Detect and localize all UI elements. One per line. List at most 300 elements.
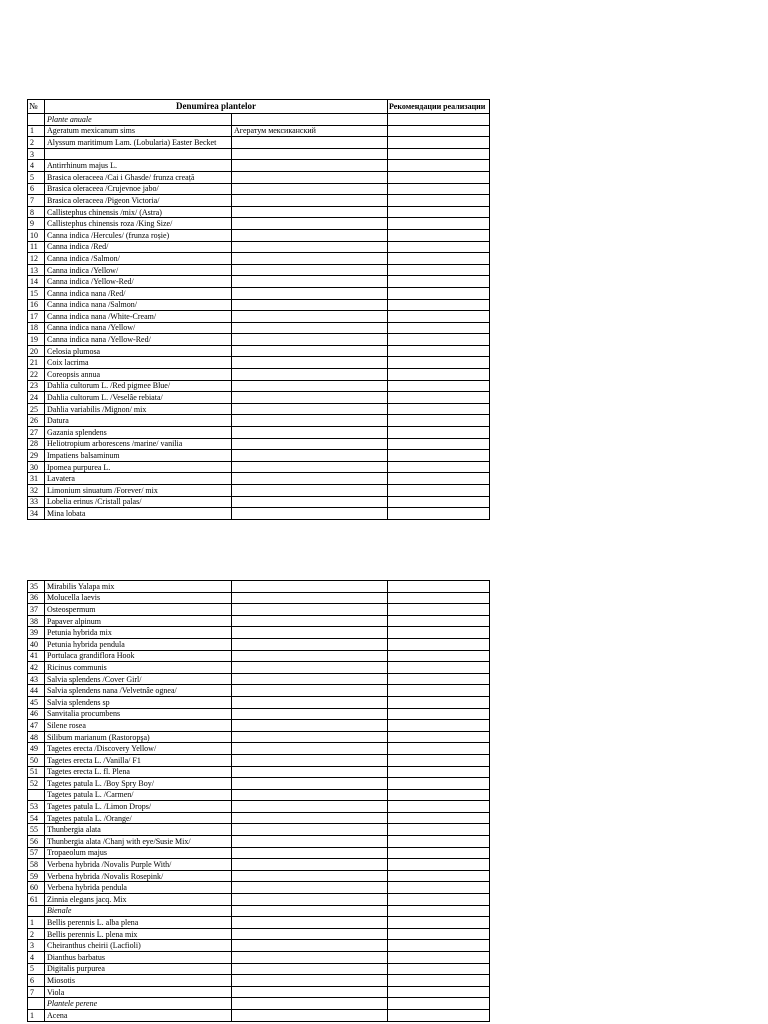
row-number: 20 bbox=[28, 345, 45, 357]
table-row bbox=[28, 183, 490, 195]
table-row bbox=[28, 415, 490, 427]
recommendation-cell bbox=[388, 392, 490, 404]
row-number: 37 bbox=[28, 604, 45, 616]
table-row bbox=[28, 403, 490, 415]
row-number: 19 bbox=[28, 334, 45, 346]
table-row bbox=[28, 592, 490, 604]
plant-name-ru bbox=[232, 847, 388, 859]
plant-name: Miosotis bbox=[45, 975, 232, 987]
table-row bbox=[28, 708, 490, 720]
table-row bbox=[28, 604, 490, 616]
plant-name-ru bbox=[232, 766, 388, 778]
plant-name: Verbena hybrida /Novalis Purple With/ bbox=[45, 859, 232, 871]
row-number: 48 bbox=[28, 731, 45, 743]
row-number: 27 bbox=[28, 427, 45, 439]
plant-name: Limonium sinuatum /Forever/ mix bbox=[45, 485, 232, 497]
row-number: 50 bbox=[28, 754, 45, 766]
recommendation-cell bbox=[388, 859, 490, 871]
plant-name: Petunia hybrida pendula bbox=[45, 638, 232, 650]
plant-name-ru bbox=[232, 894, 388, 906]
plant-name: Sanvitalia procumbens bbox=[45, 708, 232, 720]
table-row bbox=[28, 264, 490, 276]
plant-name-ru bbox=[232, 287, 388, 299]
plant-name-ru bbox=[232, 1009, 388, 1021]
recommendation-cell bbox=[388, 473, 490, 485]
plant-name: Mirabilis Yalapa mix bbox=[45, 581, 232, 593]
row-number: 41 bbox=[28, 650, 45, 662]
plant-name-ru bbox=[232, 450, 388, 462]
recommendation-cell bbox=[388, 334, 490, 346]
table-body bbox=[28, 114, 490, 520]
section-number-cell bbox=[28, 998, 45, 1010]
table-row bbox=[28, 940, 490, 952]
table-row bbox=[28, 473, 490, 485]
plant-name: Tropaeolum majus bbox=[45, 847, 232, 859]
recommendation-cell bbox=[388, 592, 490, 604]
empty-cell bbox=[388, 114, 490, 126]
row-number: 6 bbox=[28, 975, 45, 987]
recommendation-cell bbox=[388, 870, 490, 882]
plant-name: Salvia splendens nana /Velvetnâe ognea/ bbox=[45, 685, 232, 697]
row-number: 26 bbox=[28, 415, 45, 427]
table-row bbox=[28, 963, 490, 975]
section-number-cell bbox=[28, 905, 45, 917]
plant-name-ru bbox=[232, 789, 388, 801]
plant-name-ru bbox=[232, 218, 388, 230]
plant-name-ru bbox=[232, 754, 388, 766]
header-recommendation: Рекомендации реализации bbox=[388, 100, 490, 114]
plant-name bbox=[45, 148, 232, 160]
recommendation-cell bbox=[388, 183, 490, 195]
table-row bbox=[28, 137, 490, 149]
table-row bbox=[28, 778, 490, 790]
row-number: 38 bbox=[28, 615, 45, 627]
plants-table-page-top bbox=[27, 99, 490, 520]
table-row bbox=[28, 450, 490, 462]
plant-name-ru bbox=[232, 778, 388, 790]
recommendation-cell bbox=[388, 241, 490, 253]
row-number: 60 bbox=[28, 882, 45, 894]
recommendation-cell bbox=[388, 137, 490, 149]
table-row bbox=[28, 392, 490, 404]
recommendation-cell bbox=[388, 380, 490, 392]
plant-name: Tagetes erecta /Discovery Yellow/ bbox=[45, 743, 232, 755]
table-row bbox=[28, 496, 490, 508]
row-number: 10 bbox=[28, 229, 45, 241]
table-row bbox=[28, 731, 490, 743]
plant-name: Thunbergia alata bbox=[45, 824, 232, 836]
plant-name: Canna indica nana /Yellow/ bbox=[45, 322, 232, 334]
row-number: 16 bbox=[28, 299, 45, 311]
recommendation-cell bbox=[388, 160, 490, 172]
table-row bbox=[28, 299, 490, 311]
plant-name: Viola bbox=[45, 986, 232, 998]
recommendation-cell bbox=[388, 496, 490, 508]
table-row bbox=[28, 836, 490, 848]
recommendation-cell bbox=[388, 345, 490, 357]
recommendation-cell bbox=[388, 218, 490, 230]
recommendation-cell bbox=[388, 720, 490, 732]
plant-name: Ricinus communis bbox=[45, 662, 232, 674]
plant-name: Callistephus chinensis /mix/ (Astra) bbox=[45, 206, 232, 218]
row-number: 13 bbox=[28, 264, 45, 276]
recommendation-cell bbox=[388, 836, 490, 848]
row-number: 24 bbox=[28, 392, 45, 404]
recommendation-cell bbox=[388, 627, 490, 639]
plant-name-ru bbox=[232, 708, 388, 720]
recommendation-cell bbox=[388, 928, 490, 940]
row-number: 53 bbox=[28, 801, 45, 813]
plant-name-ru bbox=[232, 264, 388, 276]
row-number: 6 bbox=[28, 183, 45, 195]
plant-name-ru bbox=[232, 662, 388, 674]
table-body bbox=[28, 581, 490, 1022]
row-number: 22 bbox=[28, 369, 45, 381]
recommendation-cell bbox=[388, 778, 490, 790]
row-number: 57 bbox=[28, 847, 45, 859]
row-number: 25 bbox=[28, 403, 45, 415]
recommendation-cell bbox=[388, 917, 490, 929]
recommendation-cell bbox=[388, 673, 490, 685]
plant-name: Tagetes erecta L. fl. Plena bbox=[45, 766, 232, 778]
row-number: 30 bbox=[28, 461, 45, 473]
table-row bbox=[28, 195, 490, 207]
plant-name-ru bbox=[232, 369, 388, 381]
plant-name-ru bbox=[232, 171, 388, 183]
recommendation-cell bbox=[388, 638, 490, 650]
recommendation-cell bbox=[388, 508, 490, 520]
plant-name-ru bbox=[232, 403, 388, 415]
plant-name-ru bbox=[232, 195, 388, 207]
recommendation-cell bbox=[388, 986, 490, 998]
recommendation-cell bbox=[388, 229, 490, 241]
recommendation-cell bbox=[388, 615, 490, 627]
recommendation-cell bbox=[388, 650, 490, 662]
recommendation-cell bbox=[388, 1009, 490, 1021]
row-number: 5 bbox=[28, 963, 45, 975]
plant-name: Thunbergia alata /Chanj with eye/Susie Mix/ bbox=[45, 836, 232, 848]
table-row bbox=[28, 882, 490, 894]
plant-name: Cheiranthus cheirii (Lacfioli) bbox=[45, 940, 232, 952]
row-number: 45 bbox=[28, 696, 45, 708]
recommendation-cell bbox=[388, 311, 490, 323]
plant-name-ru bbox=[232, 685, 388, 697]
plant-name: Salvia splendens sp bbox=[45, 696, 232, 708]
plant-name: Dianthus barbatus bbox=[45, 952, 232, 964]
plant-name-ru bbox=[232, 940, 388, 952]
row-number: 34 bbox=[28, 508, 45, 520]
plant-name: Callistephus chinensis roza /King Size/ bbox=[45, 218, 232, 230]
recommendation-cell bbox=[388, 287, 490, 299]
recommendation-cell bbox=[388, 743, 490, 755]
table-row bbox=[28, 287, 490, 299]
plant-name: Tagetes patula L. /Carmen/ bbox=[45, 789, 232, 801]
recommendation-cell bbox=[388, 766, 490, 778]
recommendation-cell bbox=[388, 894, 490, 906]
plant-name-ru bbox=[232, 581, 388, 593]
plant-name-ru bbox=[232, 357, 388, 369]
row-number: 1 bbox=[28, 125, 45, 137]
recommendation-cell bbox=[388, 485, 490, 497]
section-row bbox=[28, 998, 490, 1010]
plant-name: Canna indica nana /Salmon/ bbox=[45, 299, 232, 311]
table-row bbox=[28, 917, 490, 929]
recommendation-cell bbox=[388, 403, 490, 415]
plant-name-ru bbox=[232, 859, 388, 871]
empty-cell bbox=[232, 114, 388, 126]
plant-name-ru bbox=[232, 137, 388, 149]
plant-name-ru bbox=[232, 986, 388, 998]
plant-name: Mina lobata bbox=[45, 508, 232, 520]
row-number: 54 bbox=[28, 812, 45, 824]
table-row bbox=[28, 986, 490, 998]
recommendation-cell bbox=[388, 731, 490, 743]
recommendation-cell bbox=[388, 789, 490, 801]
row-number: 47 bbox=[28, 720, 45, 732]
section-title: Plante anuale bbox=[45, 114, 232, 126]
plant-name: Verbena hybrida pendula bbox=[45, 882, 232, 894]
plant-name: Canna indica nana /Red/ bbox=[45, 287, 232, 299]
recommendation-cell bbox=[388, 801, 490, 813]
plant-name-ru bbox=[232, 963, 388, 975]
table-row bbox=[28, 148, 490, 160]
recommendation-cell bbox=[388, 438, 490, 450]
row-number: 1 bbox=[28, 1009, 45, 1021]
row-number: 1 bbox=[28, 917, 45, 929]
table-row bbox=[28, 766, 490, 778]
row-number: 55 bbox=[28, 824, 45, 836]
recommendation-cell bbox=[388, 322, 490, 334]
plant-name-ru bbox=[232, 148, 388, 160]
recommendation-cell bbox=[388, 975, 490, 987]
table-row bbox=[28, 870, 490, 882]
recommendation-cell bbox=[388, 963, 490, 975]
plant-name: Salvia splendens /Cover Girl/ bbox=[45, 673, 232, 685]
table-row bbox=[28, 206, 490, 218]
plant-name-ru bbox=[232, 311, 388, 323]
table-row bbox=[28, 615, 490, 627]
plant-name-ru bbox=[232, 392, 388, 404]
table-row bbox=[28, 322, 490, 334]
table-row bbox=[28, 847, 490, 859]
row-number: 12 bbox=[28, 253, 45, 265]
table-row bbox=[28, 743, 490, 755]
row-number: 9 bbox=[28, 218, 45, 230]
table-row bbox=[28, 685, 490, 697]
plant-name: Celosia plumosa bbox=[45, 345, 232, 357]
row-number: 17 bbox=[28, 311, 45, 323]
plant-name-ru bbox=[232, 229, 388, 241]
plants-table-page-continued bbox=[27, 580, 490, 1022]
table-row bbox=[28, 662, 490, 674]
row-number: 43 bbox=[28, 673, 45, 685]
row-number: 3 bbox=[28, 148, 45, 160]
plant-name: Silibum marianum (Rastoropşa) bbox=[45, 731, 232, 743]
row-number: 4 bbox=[28, 160, 45, 172]
plant-name: Impatiens balsaminum bbox=[45, 450, 232, 462]
table-row bbox=[28, 369, 490, 381]
table-row bbox=[28, 673, 490, 685]
recommendation-cell bbox=[388, 148, 490, 160]
plant-name: Coreopsis annua bbox=[45, 369, 232, 381]
section-row bbox=[28, 905, 490, 917]
plant-name-ru bbox=[232, 870, 388, 882]
recommendation-cell bbox=[388, 125, 490, 137]
row-number: 18 bbox=[28, 322, 45, 334]
recommendation-cell bbox=[388, 357, 490, 369]
table-row bbox=[28, 581, 490, 593]
plant-name: Datura bbox=[45, 415, 232, 427]
recommendation-cell bbox=[388, 754, 490, 766]
recommendation-cell bbox=[388, 696, 490, 708]
recommendation-cell bbox=[388, 206, 490, 218]
row-number: 46 bbox=[28, 708, 45, 720]
plant-name: Tagetes erecta L. /Vanilla/ F1 bbox=[45, 754, 232, 766]
plant-name: Tagetes patula L. /Boy Spry Boy/ bbox=[45, 778, 232, 790]
empty-cell bbox=[232, 905, 388, 917]
recommendation-cell bbox=[388, 195, 490, 207]
plant-name: Brasica oleraceea /Pigeon Victoria/ bbox=[45, 195, 232, 207]
plant-name: Alyssum maritimum Lam. (Lobularia) Easter Becket bbox=[45, 137, 232, 149]
plant-name-ru bbox=[232, 615, 388, 627]
empty-cell bbox=[388, 998, 490, 1010]
table-row bbox=[28, 253, 490, 265]
table-row bbox=[28, 334, 490, 346]
plant-name-ru bbox=[232, 743, 388, 755]
row-number: 51 bbox=[28, 766, 45, 778]
plant-name-ru bbox=[232, 183, 388, 195]
plant-name-ru bbox=[232, 731, 388, 743]
plant-name-ru bbox=[232, 801, 388, 813]
table-row bbox=[28, 928, 490, 940]
table-row bbox=[28, 345, 490, 357]
plant-name: Antirrhinum majus L. bbox=[45, 160, 232, 172]
row-number: 56 bbox=[28, 836, 45, 848]
plant-name: Bellis perennis L. alba plena bbox=[45, 917, 232, 929]
plant-name: Osteospermum bbox=[45, 604, 232, 616]
plant-name: Heliotropium arborescens /marine/ vanilia bbox=[45, 438, 232, 450]
row-number: 8 bbox=[28, 206, 45, 218]
row-number: 7 bbox=[28, 986, 45, 998]
plant-name: Petunia hybrida mix bbox=[45, 627, 232, 639]
table-row bbox=[28, 1009, 490, 1021]
row-number: 28 bbox=[28, 438, 45, 450]
table-row bbox=[28, 859, 490, 871]
row-number: 15 bbox=[28, 287, 45, 299]
plant-name: Dahlia cultorum L. /Veselâe rebiata/ bbox=[45, 392, 232, 404]
table-row bbox=[28, 894, 490, 906]
plant-name-ru bbox=[232, 427, 388, 439]
recommendation-cell bbox=[388, 369, 490, 381]
row-number: 52 bbox=[28, 778, 45, 790]
plant-name-ru bbox=[232, 975, 388, 987]
header-plant-name: Denumirea plantelor bbox=[45, 100, 388, 114]
plant-name-ru bbox=[232, 882, 388, 894]
row-number: 11 bbox=[28, 241, 45, 253]
plant-name-ru bbox=[232, 604, 388, 616]
table-row bbox=[28, 276, 490, 288]
plant-name-ru bbox=[232, 508, 388, 520]
plant-name-ru bbox=[232, 836, 388, 848]
plant-name: Canna indica /Yellow-Red/ bbox=[45, 276, 232, 288]
plant-name: Lobelia erinus /Cristall palas/ bbox=[45, 496, 232, 508]
section-number-cell bbox=[28, 114, 45, 126]
plant-name: Acena bbox=[45, 1009, 232, 1021]
table-row bbox=[28, 438, 490, 450]
table-row bbox=[28, 812, 490, 824]
row-number: 49 bbox=[28, 743, 45, 755]
recommendation-cell bbox=[388, 847, 490, 859]
plant-name-ru bbox=[232, 812, 388, 824]
recommendation-cell bbox=[388, 708, 490, 720]
row-number: 3 bbox=[28, 940, 45, 952]
table-row bbox=[28, 427, 490, 439]
row-number: 23 bbox=[28, 380, 45, 392]
plant-name-ru bbox=[232, 928, 388, 940]
table-row bbox=[28, 789, 490, 801]
recommendation-cell bbox=[388, 276, 490, 288]
plant-name: Canna indica /Red/ bbox=[45, 241, 232, 253]
recommendation-cell bbox=[388, 685, 490, 697]
plant-name-ru bbox=[232, 650, 388, 662]
plant-name-ru bbox=[232, 380, 388, 392]
recommendation-cell bbox=[388, 253, 490, 265]
recommendation-cell bbox=[388, 264, 490, 276]
plant-name: Canna indica /Yellow/ bbox=[45, 264, 232, 276]
plant-name-ru bbox=[232, 485, 388, 497]
table-row bbox=[28, 229, 490, 241]
plant-name: Silene rosea bbox=[45, 720, 232, 732]
row-number: 42 bbox=[28, 662, 45, 674]
recommendation-cell bbox=[388, 824, 490, 836]
plant-name-ru bbox=[232, 673, 388, 685]
recommendation-cell bbox=[388, 662, 490, 674]
plant-name-ru bbox=[232, 461, 388, 473]
plant-name: Ageratum mexicanum sims bbox=[45, 125, 232, 137]
plant-name-ru bbox=[232, 496, 388, 508]
recommendation-cell bbox=[388, 882, 490, 894]
table-row bbox=[28, 380, 490, 392]
row-number: 5 bbox=[28, 171, 45, 183]
row-number: 40 bbox=[28, 638, 45, 650]
plant-name-ru bbox=[232, 638, 388, 650]
table-row bbox=[28, 824, 490, 836]
plant-name: Molucella laevis bbox=[45, 592, 232, 604]
recommendation-cell bbox=[388, 581, 490, 593]
header-number: № bbox=[28, 100, 45, 114]
plant-name-ru bbox=[232, 276, 388, 288]
plant-name: Tagetes patula L. /Orange/ bbox=[45, 812, 232, 824]
plant-name: Canna indica /Salmon/ bbox=[45, 253, 232, 265]
plant-name-ru bbox=[232, 206, 388, 218]
row-number: 14 bbox=[28, 276, 45, 288]
row-number: 2 bbox=[28, 137, 45, 149]
table-row bbox=[28, 650, 490, 662]
table-row bbox=[28, 461, 490, 473]
recommendation-cell bbox=[388, 450, 490, 462]
plant-name-ru bbox=[232, 438, 388, 450]
table-row bbox=[28, 160, 490, 172]
section-title: Plantele perene bbox=[45, 998, 232, 1010]
plant-name-ru bbox=[232, 952, 388, 964]
empty-cell bbox=[388, 905, 490, 917]
row-number: 44 bbox=[28, 685, 45, 697]
plant-name: Zinnia elegans jacq. Mix bbox=[45, 894, 232, 906]
table-row bbox=[28, 357, 490, 369]
plant-name: Brasica oleraceea /Crujevnoe jabo/ bbox=[45, 183, 232, 195]
table-row bbox=[28, 485, 490, 497]
recommendation-cell bbox=[388, 812, 490, 824]
